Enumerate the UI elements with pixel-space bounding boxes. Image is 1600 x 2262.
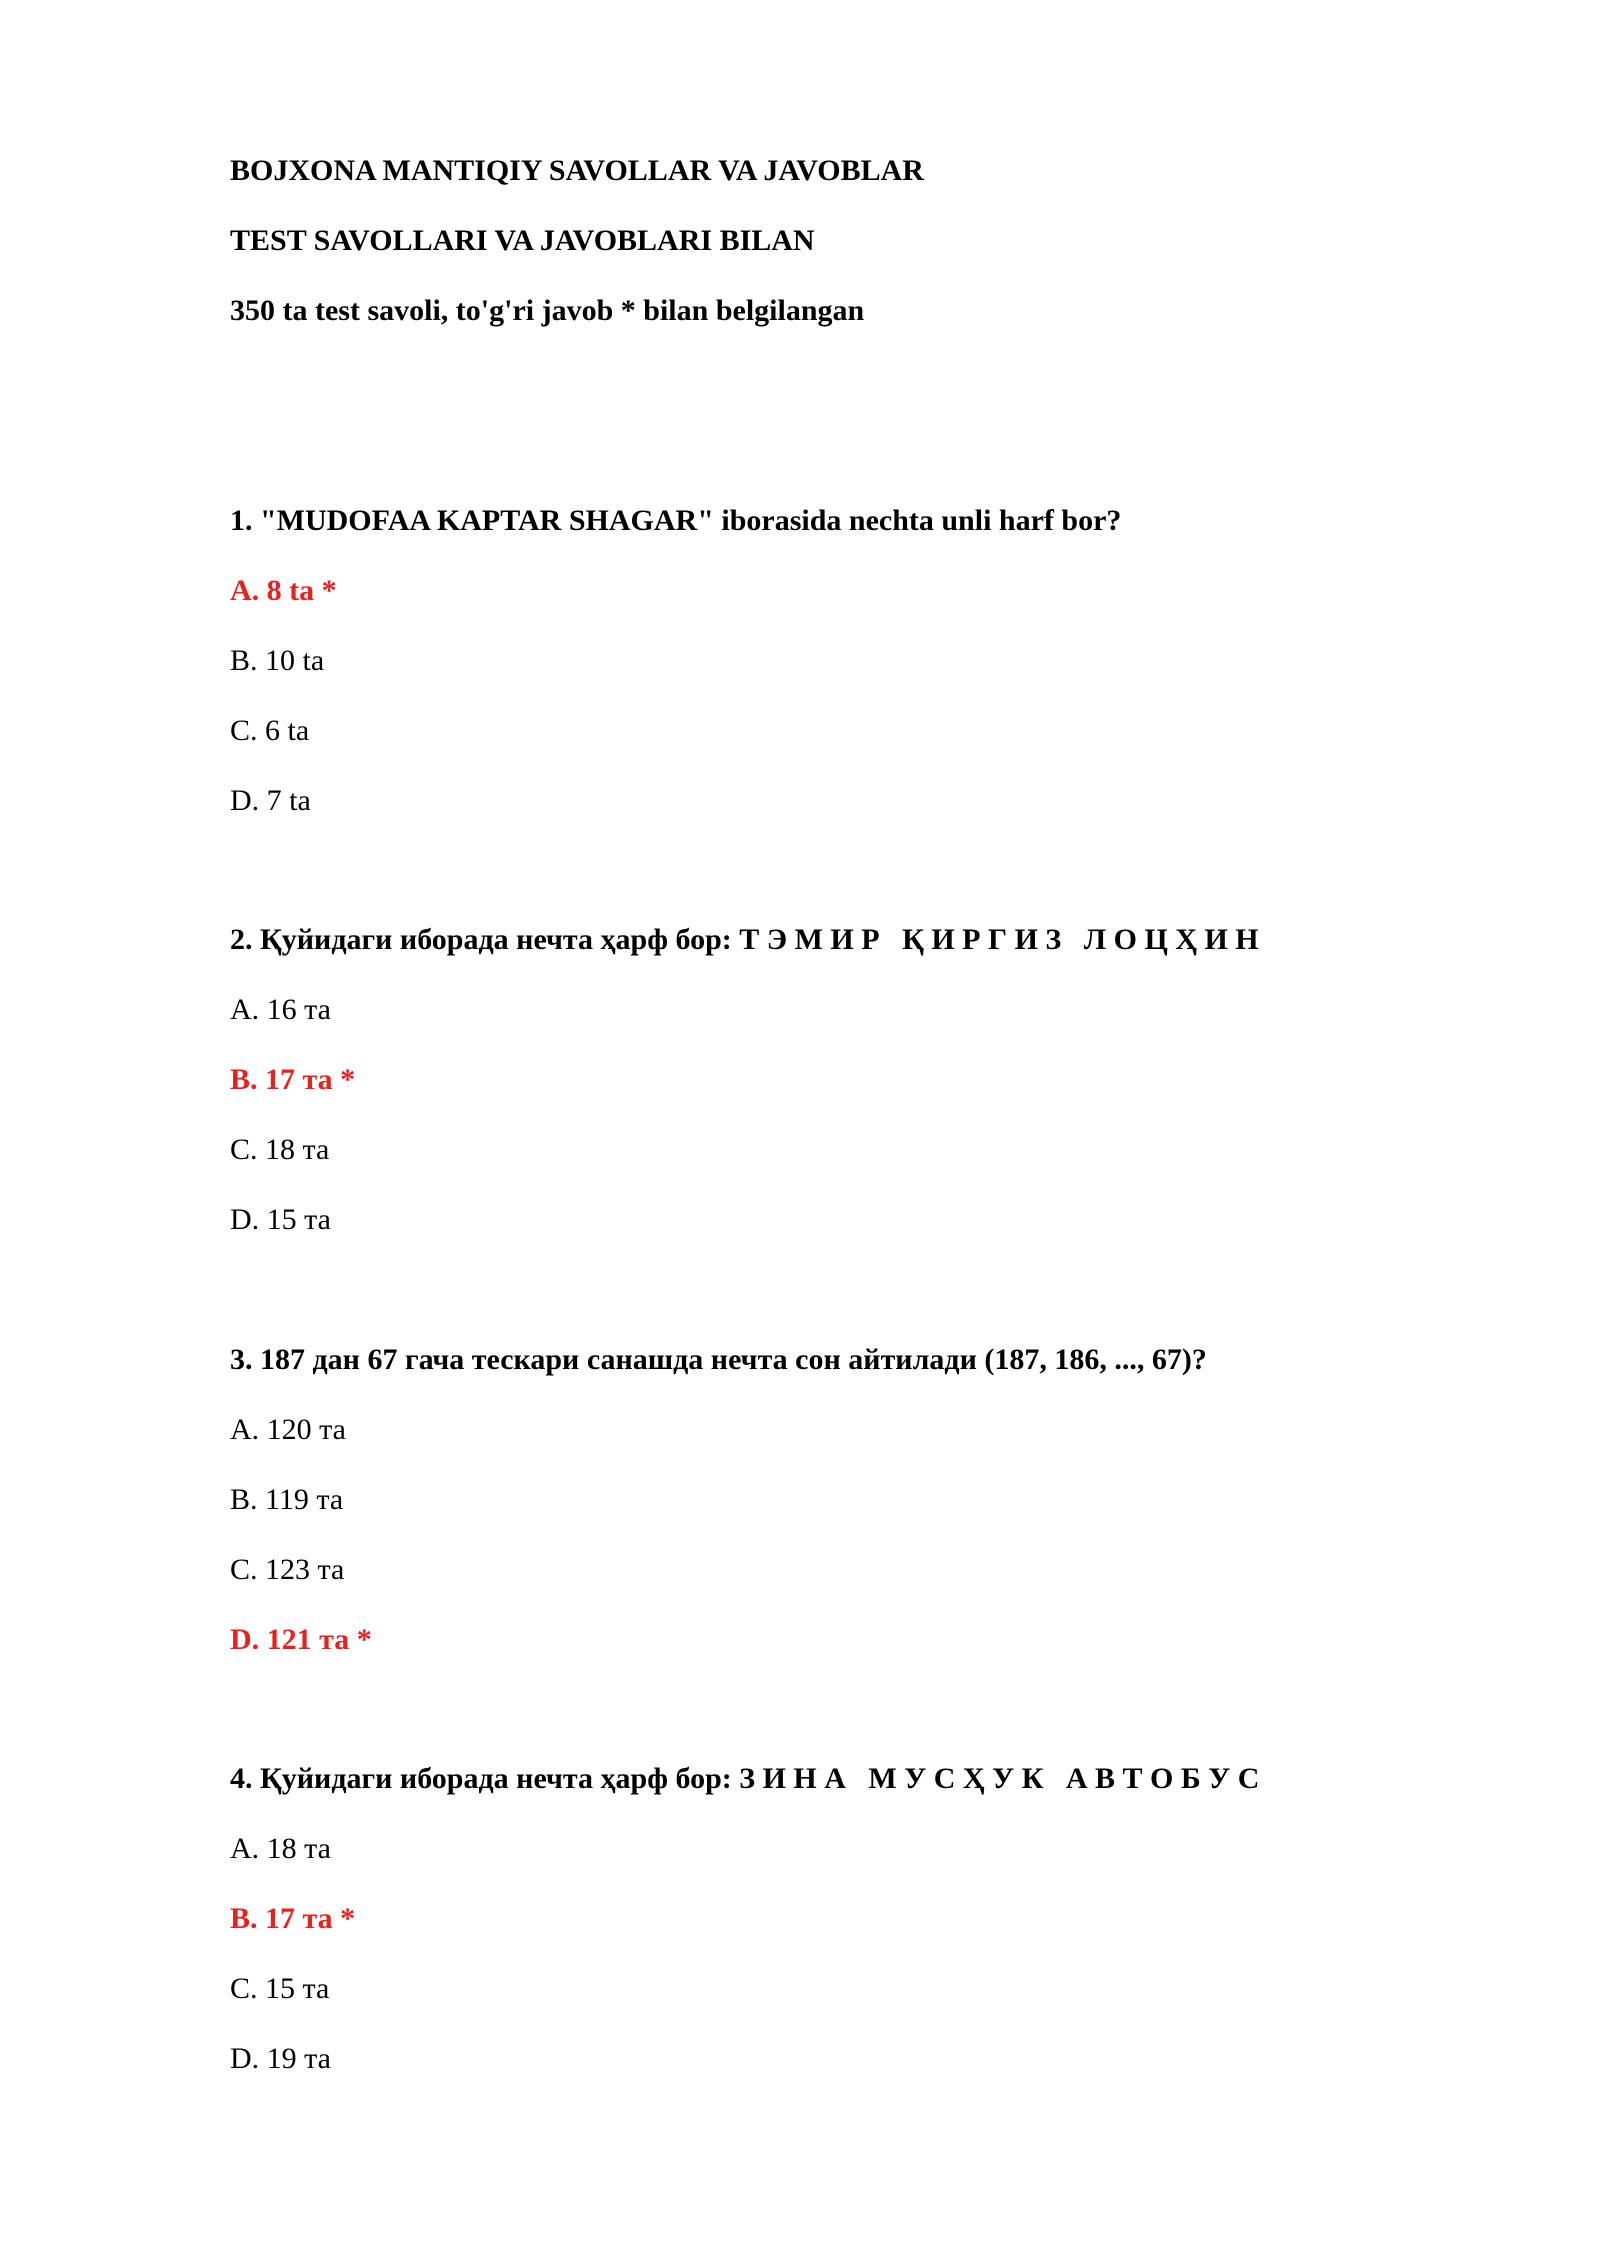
question-1-text: 1. "MUDOFAA KAPTAR SHAGAR" iborasida nechta unli harf bor? (230, 504, 1122, 537)
question-2-text: 2. Қуйидаги иборада нечта ҳарф бор: Т Э М И Р Қ И Р Г И З Л О Ц Ҳ И Н (230, 923, 1259, 956)
question-4-option-d: D. 19 та (230, 2042, 331, 2075)
document-subtitle: TEST SAVOLLARI VA JAVOBLARI BILAN (230, 224, 815, 257)
question-3-text: 3. 187 дан 67 гача тескари санашда нечта сон айтилади (187, 186, ..., 67)? (230, 1343, 1207, 1376)
question-4-option-a: A. 18 та (230, 1832, 331, 1865)
document-description: 350 ta test savoli, to'g'ri javob * bilan belgilangan (230, 294, 865, 327)
question-4-option-c: C. 15 та (230, 1972, 330, 2005)
question-2-option-c: C. 18 та (230, 1133, 330, 1166)
question-3-option-d: D. 121 та * (230, 1623, 372, 1656)
question-4-option-b: B. 17 та * (230, 1902, 356, 1935)
question-2-option-a: A. 16 та (230, 993, 331, 1026)
question-3-option-c: C. 123 та (230, 1553, 345, 1586)
document-title: BOJXONA MANTIQIY SAVOLLAR VA JAVOBLAR (230, 154, 924, 187)
question-1-option-a: A. 8 ta * (230, 574, 337, 607)
question-1-option-b: B. 10 ta (230, 644, 325, 677)
question-3-option-a: A. 120 та (230, 1413, 346, 1446)
question-2-option-d: D. 15 та (230, 1203, 331, 1236)
question-2-option-b: B. 17 та * (230, 1063, 356, 1096)
question-1-option-c: C. 6 ta (230, 714, 310, 747)
question-3-option-b: B. 119 та (230, 1483, 344, 1516)
question-4-text: 4. Қуйидаги иборада нечта ҳарф бор: З И Н А М У С Ҳ У К А В Т О Б У С (230, 1762, 1260, 1795)
question-1-option-d: D. 7 ta (230, 784, 311, 817)
